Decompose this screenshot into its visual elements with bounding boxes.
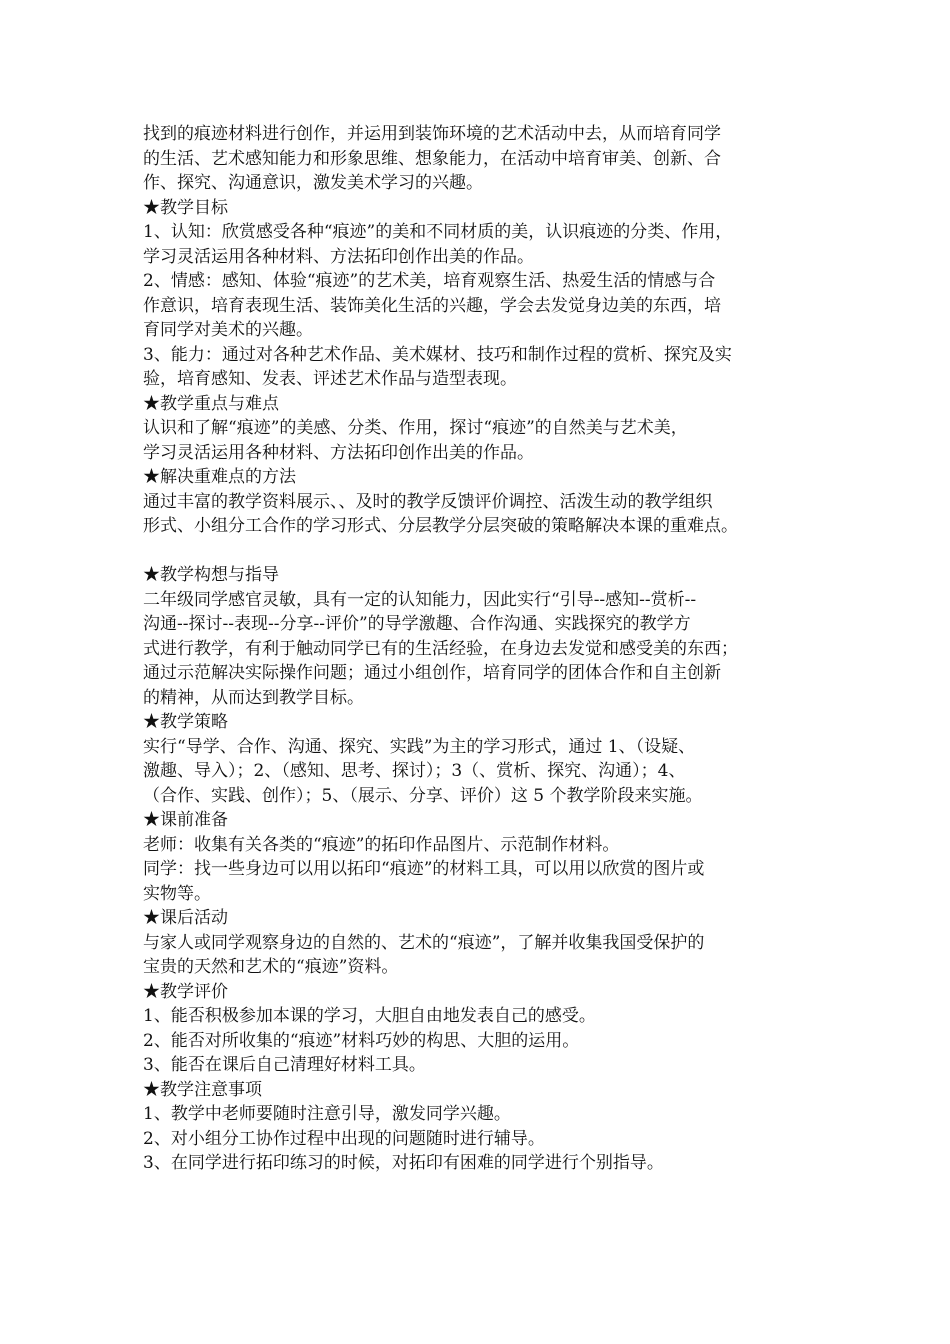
text-line: 2、能否对所收集的“痕迹”材料巧妙的构思、大胆的运用。: [143, 1030, 580, 1051]
text-line: 1、教学中老师要随时注意引导，激发同学兴趣。: [143, 1104, 511, 1124]
text-line: 老师：收集有关各类的“痕迹”的拓印作品图片、示范制作材料。: [143, 834, 620, 855]
text-line: 的生活、艺术感知能力和形象思维、想象能力，在活动中培育审美、创新、合: [143, 148, 721, 169]
text-line: 宝贵的天然和艺术的“痕迹”资料。: [143, 957, 399, 977]
section-heading: ★课前准备: [143, 810, 228, 830]
text-line: 2、情感：感知、体验“痕迹”的艺术美，培育观察生活、热爱生活的情感与合: [143, 271, 716, 291]
text-line: 3、能否在课后自己清理好材料工具。: [143, 1055, 426, 1075]
section-heading: ★教学注意事项: [143, 1079, 262, 1100]
text-line: 学习灵活运用各种材料、方法拓印创作出美的作品。: [143, 246, 534, 267]
text-line: 同学：找一些身边可以用以拓印“痕迹”的材料工具，可以用以欣赏的图片或: [143, 859, 705, 879]
text-line: 2、对小组分工协作过程中出现的问题随时进行辅导。: [143, 1128, 545, 1149]
section-teaching-goals: [143, 196, 811, 392]
text-line: 二年级同学感官灵敏，具有一定的认知能力，因此实行“引导--感知--赏析--: [143, 589, 697, 610]
section-heading: ★解决重难点的方法: [143, 467, 296, 487]
text-line: 形式、小组分工合作的学习形式、分层教学分层突破的策略解决本课的重难点。: [143, 516, 738, 536]
section-heading: ★教学重点与难点: [143, 393, 279, 414]
section-heading: ★教学构想与指导: [143, 565, 279, 585]
document-page: [143, 122, 811, 1176]
section-preparation: [143, 808, 811, 906]
text-line: 验，培育感知、发表、评述艺术作品与造型表现。: [143, 369, 517, 389]
text-line: 式进行教学，有利于触动同学已有的生活经验，在身边去发觉和感受美的东西；: [143, 638, 738, 659]
text-line: 与家人或同学观察身边的自然的、艺术的“痕迹”，了解并收集我国受保护的: [143, 932, 705, 953]
section-notes: [143, 1078, 811, 1176]
section-teaching-concept: [143, 563, 811, 710]
text-line: （合作、实践、创作）；5、（展示、分享、评价）这 5 个教学阶段来实施。: [143, 785, 703, 806]
section-methods: [143, 465, 811, 563]
text-line: 3、在同学进行拓印练习的时候，对拓印有困难的同学进行个别指导。: [143, 1153, 664, 1173]
text-line: 1、能否积极参加本课的学习，大胆自由地发表自己的感受。: [143, 1006, 596, 1026]
text-line: 3、能力：通过对各种艺术作品、美术媒材、技巧和制作过程的赏析、探究及实: [143, 344, 732, 365]
section-heading: ★教学策略: [143, 712, 228, 732]
section-teaching-strategy: [143, 710, 811, 808]
section-evaluation: [143, 980, 811, 1078]
section-key-points: [143, 392, 811, 466]
text-line: 通过丰富的教学资料展示、、及时的教学反馈评价调控、活泼生动的教学组织: [143, 491, 713, 512]
section-heading: ★课后活动: [143, 908, 228, 928]
text-line: 的精神，从而达到教学目标。: [143, 687, 364, 708]
text-line: 认识和了解“痕迹”的美感、分类、作用，探讨“痕迹”的自然美与艺术美，: [143, 418, 688, 438]
section-heading: ★教学目标: [143, 197, 228, 218]
intro-paragraph: [143, 122, 811, 196]
text-line: 1、认知：欣赏感受各种“痕迹”的美和不同材质的美，认识痕迹的分类、作用，: [143, 222, 733, 242]
text-line: 作意识，培育表现生活、装饰美化生活的兴趣，学会去发觉身边美的东西，培: [143, 295, 721, 316]
text-line: 学习灵活运用各种材料、方法拓印创作出美的作品。: [143, 442, 534, 463]
text-line: 实行“导学、合作、沟通、探究、实践”为主的学习形式，通过 1、（设疑、: [143, 736, 696, 757]
blank-line: [143, 539, 811, 564]
text-line: 找到的痕迹材料进行创作，并运用到装饰环境的艺术活动中去，从而培育同学: [143, 124, 721, 144]
text-line: 作、探究、沟通意识，激发美术学习的兴趣。: [143, 173, 483, 193]
section-heading: ★教学评价: [143, 981, 228, 1002]
text-line: 激趣、导入）；2、（感知、思考、探讨）；3（、赏析、探究、沟通）；4、: [143, 761, 686, 781]
text-line: 实物等。: [143, 883, 211, 904]
section-after-class: [143, 906, 811, 980]
text-line: 沟通--探讨--表现--分享--评价”的导学激趣、合作沟通、实践探究的教学方: [143, 614, 691, 634]
text-line: 通过示范解决实际操作问题；通过小组创作，培育同学的团体合作和自主创新: [143, 663, 721, 683]
text-line: 育同学对美术的兴趣。: [143, 320, 313, 340]
